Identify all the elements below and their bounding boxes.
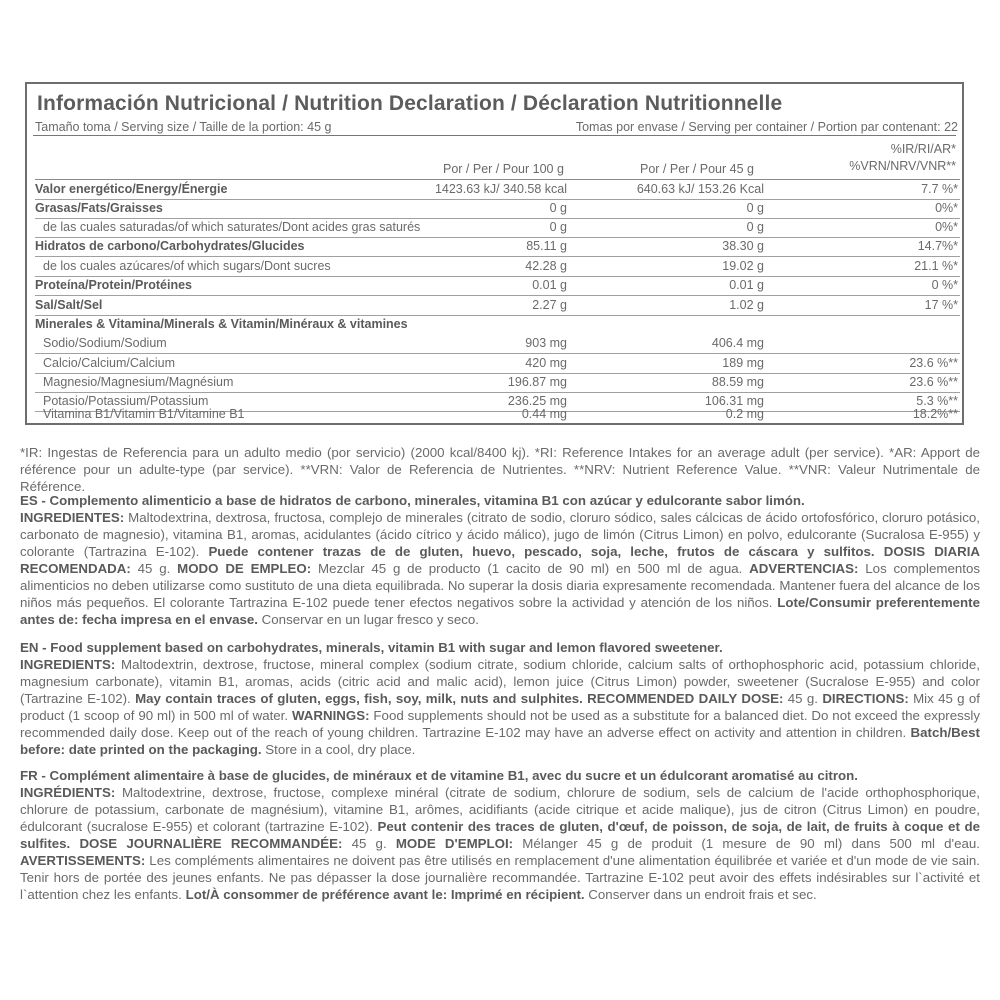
table-row xyxy=(35,179,960,200)
table-row xyxy=(35,296,960,316)
row-label: Valor energético/Energy/Énergie xyxy=(35,182,228,196)
row-ri: 18.2%** xyxy=(912,407,958,421)
es-use: Mezclar 45 g de producto (1 cacito de 90 ml) en 500 ml de agua. xyxy=(311,561,750,576)
en-storage: Store in a cool, dry place. xyxy=(261,742,416,757)
row-label: Sodio/Sodium/Sodium xyxy=(43,336,167,350)
fr-storage: Conserver dans un endroit frais et sec. xyxy=(584,887,817,902)
table-row xyxy=(35,354,960,374)
fr-dose-label: DOSE JOURNALIÈRE RECOMMANDÉE: xyxy=(70,836,343,851)
table-row xyxy=(35,315,960,334)
row-per45: 0.01 g xyxy=(729,278,764,292)
es-warnings-label: ADVERTENCIAS: xyxy=(749,561,859,576)
row-per45: 0 g xyxy=(746,201,764,215)
row-per45: 38.30 g xyxy=(722,239,764,253)
row-ri: 23.6 %** xyxy=(909,375,958,389)
row-ri: 23.6 %** xyxy=(909,356,958,370)
row-per100: 2.27 g xyxy=(532,298,567,312)
fr-ingredients-label: INGRÉDIENTS: xyxy=(20,785,116,800)
row-label: Calcio/Calcium/Calcium xyxy=(43,356,175,370)
fr-use-label: MODE D'EMPLOI: xyxy=(395,836,514,851)
row-per100: 0 g xyxy=(549,220,567,234)
serving-size: Tamaño toma / Serving size / Taille de la portion: 45 g xyxy=(35,120,332,134)
es-storage: Conservar en un lugar fresco y seco. xyxy=(257,612,479,627)
row-per45: 19.02 g xyxy=(722,259,764,273)
table-title: Información Nutricional / Nutrition Declaration / Déclaration Nutritionnelle xyxy=(37,92,783,115)
row-per100: 85.11 g xyxy=(526,239,567,253)
row-per100: 903 mg xyxy=(525,336,567,350)
es-section xyxy=(20,492,980,628)
col-header-per45: Por / Per / Pour 45 g xyxy=(640,162,754,176)
row-per100: 42.28 g xyxy=(525,259,567,273)
table-row xyxy=(35,218,960,238)
servings-per-container: Tomas por envase / Serving per container / Portion par contenant: 22 xyxy=(575,120,958,134)
row-ri: 17 %* xyxy=(924,298,958,312)
en-dose-label: RECOMMENDED DAILY DOSE: xyxy=(582,691,784,706)
table-row xyxy=(35,237,960,257)
table-row xyxy=(35,276,960,296)
row-per45: 106.31 mg xyxy=(704,394,764,408)
es-dose-label: DOSIS DIARIA RECOMENDADA: xyxy=(20,544,980,576)
row-label: Hidratos de carbono/Carbohydrates/Glucides xyxy=(35,239,305,253)
fr-ingredients: Maltodextrine, dextrose, fructose, complexe minéral (citrate de sodium, chlorure de sodium, sels de calcium de l'acide orthophosphorique, chlorure de potassium, carbonate de magnésium), vitamine B1, arômes, acidifiants (acide citrique et acide malique), jus de citron (Citrus Limon) en poudre, édulcorant (sucralose E-955) et colorant (tartrazine E-102). xyxy=(20,785,980,834)
row-label: Minerales & Vitamina/Minerals & Vitamin/Minéraux & vitamines xyxy=(35,317,408,331)
row-per45: 640.63 kJ/ 153.26 Kcal xyxy=(636,182,764,196)
row-per45: 88.59 mg xyxy=(711,375,764,389)
footnote: *IR: Ingestas de Referencia para un adulto medio (por servicio) (2000 kcal/8400 kj). *RI: Reference Intakes for an average adult (per service). *AR: Apport de référence pour un adulte-type (par service). **VRN: Valor de Referencia de Nutrientes. **NRV: Nutrient Reference Value. **VNR: Valeur Nutrimentale de Référence. xyxy=(20,445,980,494)
es-lot-label: Lote/Consumir preferentemente antes de: fecha impresa en el envase. xyxy=(20,595,980,627)
table-row xyxy=(35,334,960,354)
es-use-label: MODO DE EMPLEO: xyxy=(177,561,312,576)
en-warnings: Food supplements should not be used as a substitute for a balanced diet. Do not exceed the expressly recommended daily dose. Keep out of the reach of young children. Tartrazine E-102 may have an adverse effect on activity and attention in children. xyxy=(20,708,980,740)
fr-warnings-label: AVERTISSEMENTS: xyxy=(20,853,146,868)
row-ri: 0 %* xyxy=(931,278,958,292)
en-ingredients-label: INGREDIENTS: xyxy=(20,657,116,672)
row-per45: 406.4 mg xyxy=(711,336,764,350)
en-allergens: May contain traces of gluten, eggs, fish, soy, milk, nuts and sulphites. xyxy=(135,691,583,706)
en-section xyxy=(20,639,980,758)
row-per100: 1423.63 kJ/ 340.58 kcal xyxy=(434,182,567,196)
en-use-label: DIRECTIONS: xyxy=(822,691,909,706)
en-lot-label: Batch/Best before: date printed on the packaging. xyxy=(20,725,980,757)
row-ri: 0%* xyxy=(935,220,958,234)
row-per100: 196.87 mg xyxy=(507,375,567,389)
table-row xyxy=(35,373,960,393)
es-dose: 45 g. xyxy=(130,561,178,576)
en-heading: EN - Food supplement based on carbohydrates, minerals, vitamin B1 with sugar and lemon flavored sweetener. xyxy=(20,640,723,655)
col-header-ri-line2: %VRN/NRV/VNR** xyxy=(849,159,956,173)
en-warnings-label: WARNINGS: xyxy=(291,708,370,723)
row-per100: 0 g xyxy=(549,201,567,215)
en-ingredients: Maltodextrin, dextrose, fructose, mineral complex (sodium citrate, sodium chloride, calcium salts of orthophosphoric acid, potassium chloride, magnesium carbonate), vitamin B1, aromas, acids (citric acid and malic acid), lemon juice (Citrus Limon) powder, sweetener (Sucralose E-955) and color (Tartrazine E-102). xyxy=(20,657,980,706)
fr-heading: FR - Complément alimentaire à base de glucides, de minéraux et de vitamine B1, avec du sucre et un édulcorant aromatisé au citron. xyxy=(20,768,858,783)
col-header-ri xyxy=(849,141,956,175)
row-ri: 5.3 %** xyxy=(916,394,958,408)
nutrition-table xyxy=(25,82,964,425)
row-label: Sal/Salt/Sel xyxy=(35,298,103,312)
row-ri: 7.7 %* xyxy=(921,182,958,196)
row-label: Magnesio/Magnesium/Magnésium xyxy=(43,375,234,389)
row-label: Grasas/Fats/Graisses xyxy=(35,201,163,215)
header-divider xyxy=(33,135,956,136)
row-per100: 420 mg xyxy=(525,356,567,370)
fr-section xyxy=(20,767,980,903)
es-allergens: Puede contener trazas de de gluten, huevo, pescado, soja, leche, frutos de cáscara y sulfitos. xyxy=(208,544,875,559)
table-row xyxy=(35,257,960,277)
es-heading: ES - Complemento alimenticio a base de hidratos de carbono, minerales, vitamina B1 con azúcar y edulcorante sabor limón. xyxy=(20,493,805,508)
fr-use: Mélanger 45 g de produit (1 mesure de 90 ml) dans 500 ml d'eau. xyxy=(513,836,980,851)
row-ri: 21.1 %* xyxy=(914,259,958,273)
en-dose: 45 g. xyxy=(783,691,823,706)
row-per100: 236.25 mg xyxy=(507,394,567,408)
row-label: de los cuales azúcares/of which sugars/Dont sucres xyxy=(43,259,331,273)
en-use: Mix 45 g of product (1 scoop of 90 ml) in 500 ml of water. xyxy=(20,691,980,723)
fr-warnings: Les compléments alimentaires ne doivent pas être utilisés en remplacement d'une alimentation équilibrée et variée et d'un mode de vie sain. Tenir hors de portée des jeunes enfants. Ne pas dépasser la dose journalière recommandée. Tartrazine E-102 peut avoir des effets indésirables sur l`activité et l`attention chez les enfants. xyxy=(20,853,980,902)
table-row xyxy=(35,199,960,219)
row-label: de las cuales saturadas/of which saturates/Dont acides gras saturés xyxy=(43,220,421,234)
row-per45: 0.2 mg xyxy=(725,407,764,421)
row-label: Vitamina B1/Vitamin B1/Vitamine B1 xyxy=(43,407,245,421)
row-label: Proteína/Protein/Protéines xyxy=(35,278,192,292)
table-row xyxy=(35,405,960,424)
row-ri: 0%* xyxy=(935,201,958,215)
row-per100: 0.44 mg xyxy=(521,407,567,421)
es-ingredients: Maltodextrina, dextrosa, fructosa, complejo de minerales (citrato de sodio, cloruro sódico, sales cálcicas de ácido ortofosfórico, cloruro potásico, carbonato de magnesio), vitamina B1, aromas, acidulantes (ácido cítrico y ácido málico), jugo de limón (Citrus Limon) en polvo, edulcorante (Sucralosa E-955) y colorante (Tartrazina E-102). xyxy=(20,510,980,559)
fr-allergens: Peut contenir des traces de gluten, d'œuf, de poisson, de soja, de lait, de fruits à coque et de sulfites. xyxy=(20,819,980,851)
es-warnings: Los complementos alimenticios no deben utilizarse como sustituto de una dieta equilibrada. No superar la dosis diaria expresamente recomendada. Mantener fuera del alcance de los niños más pequeños. El colorante Tartrazina E-102 puede tener efectos negativos sobre la actividad y atención de los niños. xyxy=(20,561,981,610)
col-header-per100: Por / Per / Pour 100 g xyxy=(443,162,564,176)
row-label: Potasio/Potassium/Potassium xyxy=(43,394,209,408)
row-per45: 0 g xyxy=(746,220,764,234)
row-ri: 14.7%* xyxy=(917,239,958,253)
col-header-ri-line1: %IR/RI/AR* xyxy=(890,142,956,156)
es-ingredients-label: INGREDIENTES: xyxy=(20,510,125,525)
fr-dose: 45 g. xyxy=(342,836,396,851)
fr-lot-label: Lot/À consommer de préférence avant le: Imprimé en récipient. xyxy=(185,887,585,902)
row-per45: 1.02 g xyxy=(729,298,764,312)
row-per100: 0.01 g xyxy=(532,278,567,292)
row-per45: 189 mg xyxy=(722,356,764,370)
